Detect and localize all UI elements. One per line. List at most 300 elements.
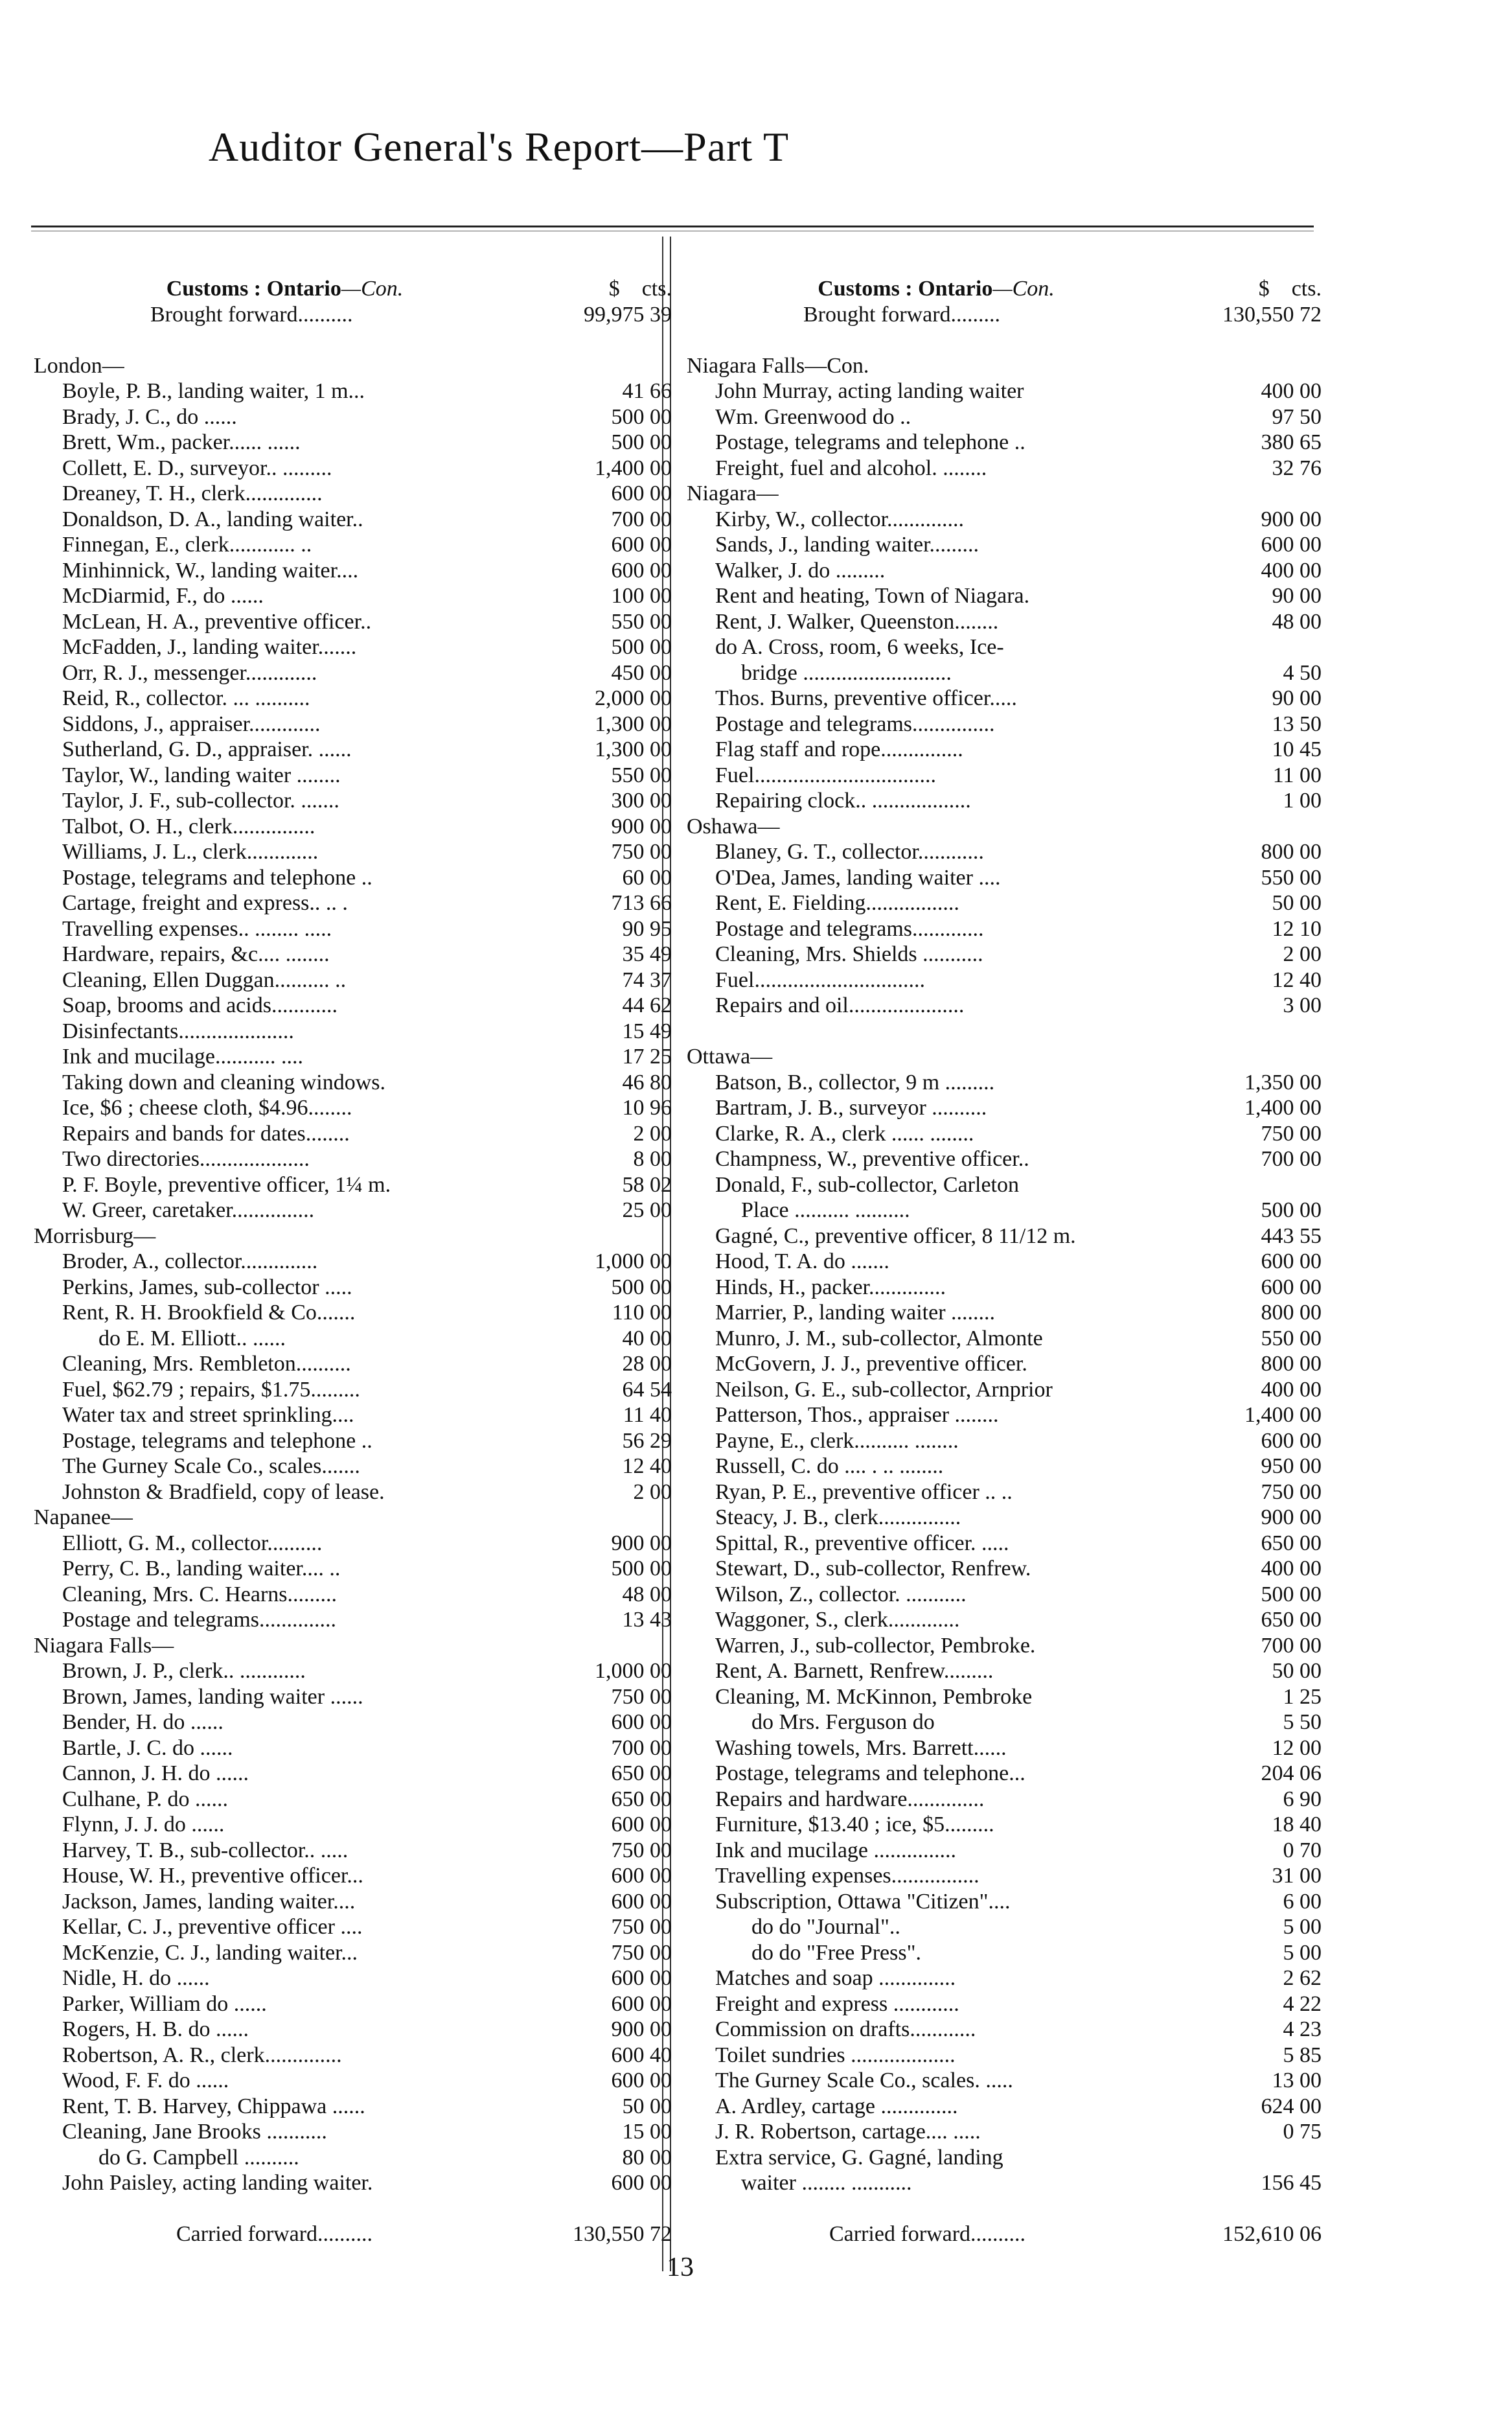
- ledger-row: [687, 1940, 1322, 1965]
- entry-description: Hood, T. A. do .......: [715, 1249, 889, 1273]
- entry-description: O'Dea, James, landing waiter ....: [715, 865, 1001, 890]
- entry-description: Rent, J. Walker, Queenston........: [715, 609, 999, 634]
- entry-amount: 600 00: [611, 558, 672, 583]
- entry-description: do E. M. Elliott.. ......: [98, 1326, 286, 1350]
- ledger-row: [34, 608, 672, 634]
- ledger-row: [687, 1914, 1322, 1940]
- entry-amount: 12 00: [1272, 1735, 1322, 1760]
- entry-amount: 130,550 72: [573, 2222, 672, 2246]
- ledger-row: [687, 1351, 1322, 1377]
- ledger-row: [687, 1786, 1322, 1812]
- carried-forward-row: [34, 2221, 672, 2247]
- entry-description: Siddons, J., appraiser.............: [62, 712, 321, 736]
- entry-amount: 700 00: [1261, 1147, 1322, 1171]
- entry-description: Fuel.................................: [715, 763, 936, 787]
- entry-description: Brady, J. C., do ......: [62, 404, 237, 429]
- entry-description: Donaldson, D. A., landing waiter..: [62, 507, 363, 531]
- entry-description: Postage, telegrams and telephone...: [715, 1761, 1025, 1785]
- entry-amount: 12 40: [622, 1454, 672, 1478]
- ledger-row: [34, 864, 672, 890]
- entry-amount: 750 00: [611, 1838, 672, 1862]
- entry-amount: 50 00: [1272, 891, 1322, 915]
- entry-description: Williams, J. L., clerk.............: [62, 840, 319, 864]
- entry-description: A. Ardley, cartage ..............: [715, 2094, 958, 2118]
- entry-description: Orr, R. J., messenger.............: [62, 660, 317, 685]
- ledger-row: [34, 967, 672, 993]
- entry-amount: 443 55: [1261, 1223, 1322, 1248]
- entry-description: Ryan, P. E., preventive officer .. ..: [715, 1479, 1013, 1504]
- entry-amount: 750 00: [1261, 1121, 1322, 1146]
- entry-amount: 400 00: [1261, 1377, 1322, 1402]
- entry-description: Postage, telegrams and telephone ..: [715, 430, 1025, 454]
- entry-amount: 600 00: [611, 1991, 672, 2016]
- entry-description: Cleaning, Mrs. C. Hearns.........: [62, 1582, 338, 1606]
- entry-amount: 25 00: [622, 1198, 672, 1222]
- ledger-row: [687, 839, 1322, 865]
- entry-amount: 204 06: [1261, 1761, 1322, 1785]
- ledger-row: [687, 1402, 1322, 1428]
- ledger-row: [687, 1325, 1322, 1351]
- entry-amount: 600 00: [1261, 1428, 1322, 1453]
- entry-description: Johnston & Bradfield, copy of lease.: [62, 1479, 385, 1504]
- column-header: [34, 256, 672, 301]
- entry-amount: 500 00: [611, 404, 672, 429]
- entry-description: Carried forward..........: [829, 2222, 1026, 2246]
- ledger-row: [687, 583, 1322, 609]
- entry-amount: 13 50: [1272, 712, 1322, 736]
- entry-amount: 550 00: [611, 609, 672, 634]
- entry-amount: 1,300 00: [595, 712, 672, 736]
- entry-description: Two directories....................: [62, 1147, 310, 1171]
- entry-amount: 5 85: [1283, 2043, 1322, 2067]
- entry-amount: 74 37: [622, 967, 672, 992]
- entry-description: Champness, W., preventive officer..: [715, 1147, 1029, 1171]
- entry-description: Dreaney, T. H., clerk..............: [62, 481, 323, 505]
- entry-description: Subscription, Ottawa "Citizen"....: [715, 1889, 1011, 1914]
- entry-amount: 80 00: [622, 2145, 672, 2170]
- ledger-row: [687, 378, 1322, 404]
- ledger-row: [687, 2170, 1322, 2196]
- entry-amount: 17 25: [622, 1045, 672, 1069]
- entry-description: P. F. Boyle, preventive officer, 1¼ m.: [62, 1172, 391, 1197]
- entry-amount: 550 00: [1261, 1326, 1322, 1350]
- entry-description: McGovern, J. J., preventive officer.: [715, 1352, 1027, 1376]
- column-heading: Customs : Ontario—Con.: [166, 277, 404, 301]
- entry-description: do G. Campbell ..........: [98, 2145, 299, 2170]
- entry-description: Matches and soap ..............: [715, 1966, 956, 1990]
- ledger-row: [34, 686, 672, 712]
- entry-description: Flynn, J. J. do ......: [62, 1813, 225, 1836]
- ledger-row: [687, 1249, 1322, 1275]
- ledger-row: [34, 2093, 672, 2119]
- entry-amount: 1,400 00: [595, 456, 672, 480]
- entry-description: Talbot, O. H., clerk...............: [62, 814, 315, 839]
- entry-amount: 12 40: [1272, 967, 1322, 992]
- entry-description: Bartram, J. B., surveyor ..........: [715, 1096, 987, 1120]
- entry-amount: 10 96: [622, 1096, 672, 1120]
- ledger-row: [687, 1223, 1322, 1249]
- entry-description: do A. Cross, room, 6 weeks, Ice-: [715, 635, 1004, 659]
- entry-description: Postage, telegrams and telephone ..: [62, 1428, 372, 1453]
- entry-description: Flag staff and rope...............: [715, 737, 963, 761]
- ledger-row: [34, 2017, 672, 2043]
- entry-amount: 500 00: [611, 1557, 672, 1581]
- entry-amount: 1,400 00: [1244, 1096, 1322, 1120]
- ledger-row: [34, 1888, 672, 1914]
- entry-description: Gagné, C., preventive officer, 8 11/12 m.: [715, 1223, 1076, 1248]
- left-column: [34, 256, 672, 2262]
- ledger-row: [687, 1376, 1322, 1402]
- ledger-row: [34, 737, 672, 763]
- entry-description: Wm. Greenwood do ..: [715, 404, 911, 429]
- entry-description: Wood, F. F. do ......: [62, 2068, 229, 2092]
- ledger-row: [687, 1991, 1322, 2017]
- entry-amount: 600 40: [611, 2043, 672, 2067]
- ledger-row: [687, 864, 1322, 890]
- entry-amount: 15 00: [622, 2120, 672, 2144]
- entry-amount: 6 90: [1283, 1787, 1322, 1811]
- ledger-row: [34, 1172, 672, 1198]
- entry-description: Morrisburg—: [34, 1223, 156, 1248]
- entry-amount: 35 49: [622, 942, 672, 966]
- entry-description: Spittal, R., preventive officer. .....: [715, 1531, 1009, 1555]
- entry-amount: 90 95: [622, 916, 672, 941]
- brought-forward-row: [687, 301, 1322, 327]
- entry-amount: 6 00: [1283, 1889, 1322, 1914]
- entry-description: Thos. Burns, preventive officer.....: [715, 686, 1017, 710]
- entry-amount: 8 00: [633, 1147, 672, 1171]
- entry-amount: 1,400 00: [1244, 1403, 1322, 1427]
- section-heading: [687, 813, 1322, 839]
- ledger-row: [34, 1940, 672, 1965]
- entry-amount: 97 50: [1272, 404, 1322, 429]
- entry-description: Ink and mucilage ...............: [715, 1838, 957, 1862]
- entry-description: Brett, Wm., packer...... ......: [62, 430, 301, 454]
- entry-description: Minhinnick, W., landing waiter....: [62, 558, 359, 583]
- entry-amount: 800 00: [1261, 1352, 1322, 1376]
- entry-amount: 750 00: [611, 1915, 672, 1939]
- ledger-row: [687, 1274, 1322, 1300]
- entry-description: Finnegan, E., clerk............ ..: [62, 533, 312, 557]
- entry-amount: 5 00: [1283, 1915, 1322, 1939]
- entry-amount: 713 66: [611, 891, 672, 915]
- page-title: Auditor General's Report—Part T: [208, 124, 790, 170]
- entry-description: Waggoner, S., clerk.............: [715, 1608, 960, 1632]
- entry-amount: 0 75: [1283, 2120, 1322, 2144]
- ledger-row: [34, 1914, 672, 1940]
- ledger-row: [687, 1069, 1322, 1095]
- entry-description: Boyle, P. B., landing waiter, 1 m...: [62, 379, 365, 403]
- ledger-row: [687, 404, 1322, 430]
- entry-description: waiter ........ ...........: [741, 2171, 912, 2195]
- entry-description: Rent, R. H. Brookfield & Co.......: [62, 1301, 356, 1325]
- entry-amount: 300 00: [611, 789, 672, 813]
- section-heading: [34, 353, 672, 378]
- ledger-row: [687, 1198, 1322, 1223]
- ledger-row: [687, 1812, 1322, 1838]
- entry-amount: 600 00: [611, 1710, 672, 1734]
- entry-description: Reid, R., collector. ... ..........: [62, 686, 310, 710]
- entry-description: Toilet sundries ...................: [715, 2043, 956, 2067]
- entry-description: Repairs and oil.....................: [715, 993, 965, 1017]
- ledger-row: [34, 634, 672, 660]
- entry-amount: 650 00: [611, 1761, 672, 1785]
- section-heading: [34, 1505, 672, 1531]
- entry-amount: 700 00: [611, 507, 672, 531]
- entry-amount: 1,300 00: [595, 737, 672, 761]
- ledger-row: [687, 2042, 1322, 2068]
- entry-description: Hinds, H., packer..............: [715, 1275, 946, 1299]
- entry-description: Steacy, J. B., clerk...............: [715, 1505, 961, 1529]
- entry-description: Sutherland, G. D., appraiser. ......: [62, 737, 352, 761]
- spacer: [687, 327, 1322, 353]
- entry-description: Soap, brooms and acids............: [62, 993, 338, 1017]
- entry-description: John Murray, acting landing waiter: [715, 379, 1024, 403]
- currency-heading: $ cts.: [608, 277, 672, 301]
- entry-description: Perry, C. B., landing waiter.... ..: [62, 1557, 341, 1581]
- entry-description: Clarke, R. A., clerk ...... ........: [715, 1121, 974, 1146]
- entry-amount: 900 00: [611, 814, 672, 839]
- entry-amount: 2 00: [1283, 942, 1322, 966]
- entry-amount: 4 22: [1283, 1991, 1322, 2016]
- entry-amount: 0 70: [1283, 1838, 1322, 1862]
- ledger-row: [687, 1632, 1322, 1658]
- ledger-row: [34, 1146, 672, 1172]
- entry-description: Warren, J., sub-collector, Pembroke.: [715, 1633, 1036, 1658]
- entry-description: Cartage, freight and express.. .. .: [62, 891, 348, 915]
- brought-forward-row: [34, 301, 672, 327]
- ledger-row: [687, 660, 1322, 686]
- entry-description: Walker, J. do .........: [715, 558, 886, 583]
- ledger-row: [34, 1761, 672, 1787]
- ledger-row: [687, 762, 1322, 788]
- ledger-row: [34, 1120, 672, 1146]
- entry-amount: 1 25: [1283, 1684, 1322, 1709]
- entry-description: Washing towels, Mrs. Barrett......: [715, 1735, 1007, 1760]
- ledger-row: [34, 1837, 672, 1863]
- ledger-row: [34, 506, 672, 532]
- entry-amount: 500 00: [611, 430, 672, 454]
- ledger-row: [687, 608, 1322, 634]
- column-heading: Customs : Ontario—Con.: [818, 277, 1055, 301]
- ledger-row: [687, 532, 1322, 558]
- entry-description: Niagara—: [687, 481, 779, 505]
- entry-description: Ink and mucilage........... ....: [62, 1045, 304, 1069]
- ledger-row: [687, 1761, 1322, 1787]
- entry-description: Neilson, G. E., sub-collector, Arnprior: [715, 1377, 1053, 1402]
- entry-description: Broder, A., collector..............: [62, 1249, 318, 1273]
- ledger-row: [34, 660, 672, 686]
- ledger-row: [687, 1709, 1322, 1735]
- entry-amount: 900 00: [1261, 507, 1322, 531]
- ledger-row: [34, 942, 672, 967]
- entry-description: Wilson, Z., collector. ...........: [715, 1582, 967, 1606]
- entry-amount: 2 62: [1283, 1966, 1322, 1990]
- entry-amount: 56 29: [622, 1428, 672, 1453]
- ledger-row: [34, 839, 672, 865]
- entry-amount: 380 65: [1261, 430, 1322, 454]
- ledger-row: [687, 1735, 1322, 1761]
- entry-amount: 900 00: [1261, 1505, 1322, 1529]
- ledger-row: [687, 711, 1322, 737]
- ledger-row: [34, 1658, 672, 1684]
- section-heading: [687, 353, 1322, 378]
- entry-description: do do "Journal"..: [751, 1915, 900, 1939]
- entry-description: Postage, telegrams and telephone ..: [62, 865, 372, 890]
- entry-amount: 500 00: [611, 1275, 672, 1299]
- entry-description: Batson, B., collector, 9 m .........: [715, 1070, 995, 1095]
- entry-description: Travelling expenses................: [715, 1864, 979, 1888]
- ledger-row: [34, 1351, 672, 1377]
- entry-description: Cleaning, M. McKinnon, Pembroke: [715, 1684, 1033, 1709]
- entry-amount: 550 00: [1261, 865, 1322, 890]
- ledger-row: [34, 557, 672, 583]
- entry-description: bridge ...........................: [741, 660, 952, 685]
- entry-description: Sands, J., landing waiter.........: [715, 533, 979, 557]
- ledger-row: [687, 916, 1322, 942]
- ledger-row: [34, 1581, 672, 1607]
- entry-description: Rent, T. B. Harvey, Chippawa ......: [62, 2094, 365, 2118]
- entry-description: Bartle, J. C. do ......: [62, 1735, 233, 1760]
- entry-description: Blaney, G. T., collector............: [715, 840, 984, 864]
- entry-amount: 750 00: [611, 840, 672, 864]
- ledger-row: [34, 1402, 672, 1428]
- entry-description: Stewart, D., sub-collector, Renfrew.: [715, 1557, 1031, 1581]
- entry-description: Nidle, H. do ......: [62, 1966, 210, 1990]
- section-heading: [687, 481, 1322, 507]
- entry-amount: 650 00: [1261, 1608, 1322, 1632]
- ledger-rows: [34, 301, 672, 2247]
- ledger-row: [34, 813, 672, 839]
- ledger-row: [687, 2144, 1322, 2170]
- ledger-row: [34, 2068, 672, 2094]
- entry-amount: 600 00: [1261, 533, 1322, 557]
- ledger-row: [34, 378, 672, 404]
- entry-amount: 2 00: [633, 1479, 672, 1504]
- column-header: [687, 256, 1322, 301]
- ledger-row: [34, 1709, 672, 1735]
- entry-amount: 11 00: [1272, 763, 1322, 787]
- entry-amount: 600 00: [611, 2068, 672, 2092]
- entry-description: Russell, C. do .... . .. ........: [715, 1454, 944, 1478]
- ledger-row: [687, 686, 1322, 712]
- entry-amount: 156 45: [1261, 2171, 1322, 2195]
- entry-description: Postage and telegrams..............: [62, 1608, 337, 1632]
- ledger-row: [34, 1300, 672, 1326]
- entry-amount: 90 00: [1272, 584, 1322, 608]
- right-column: [687, 256, 1322, 2262]
- ledger-row: [687, 1146, 1322, 1172]
- ledger-row: [34, 762, 672, 788]
- ledger-row: [34, 1965, 672, 1991]
- spacer: [687, 1018, 1322, 1044]
- entry-description: Brown, James, landing waiter ......: [62, 1684, 363, 1709]
- ledger-row: [687, 1454, 1322, 1479]
- ledger-row: [34, 916, 672, 942]
- entry-description: Commission on drafts............: [715, 2017, 976, 2041]
- spacer: [34, 327, 672, 353]
- entry-description: Kirby, W., collector..............: [715, 507, 965, 531]
- entry-amount: 152,610 06: [1222, 2222, 1322, 2246]
- ledger-row: [687, 967, 1322, 993]
- ledger-row: [687, 788, 1322, 814]
- ledger-row: [34, 1991, 672, 2017]
- page-number: 13: [667, 2253, 694, 2282]
- entry-amount: 750 00: [611, 1940, 672, 1965]
- entry-amount: 48 00: [1272, 609, 1322, 634]
- ledger-row: [687, 2119, 1322, 2145]
- entry-amount: 800 00: [1261, 840, 1322, 864]
- entry-description: Patterson, Thos., appraiser ........: [715, 1403, 999, 1427]
- entry-amount: 900 00: [611, 2017, 672, 2041]
- entry-description: Ottawa—: [687, 1045, 773, 1069]
- ledger-row: [687, 634, 1322, 660]
- entry-description: Repairs and hardware..............: [715, 1787, 985, 1811]
- currency-heading: $ cts.: [1258, 277, 1322, 301]
- entry-amount: 650 00: [1261, 1531, 1322, 1555]
- ledger-row: [687, 737, 1322, 763]
- entry-description: Carried forward..........: [176, 2222, 373, 2246]
- entry-description: Cleaning, Jane Brooks ...........: [62, 2120, 327, 2144]
- ledger-row: [687, 2093, 1322, 2119]
- entry-description: Cleaning, Mrs. Shields ...........: [715, 942, 983, 966]
- section-heading: [34, 1632, 672, 1658]
- spacer: [687, 2195, 1322, 2221]
- entry-description: Payne, E., clerk.......... ........: [715, 1428, 959, 1453]
- entry-amount: 1,350 00: [1244, 1070, 1322, 1095]
- entry-description: House, W. H., preventive officer...: [62, 1864, 363, 1888]
- ledger-row: [34, 583, 672, 609]
- entry-description: Fuel, $62.79 ; repairs, $1.75.........: [62, 1377, 360, 1402]
- entry-amount: 2 00: [633, 1121, 672, 1146]
- entry-amount: 64 54: [622, 1377, 672, 1402]
- ledger-row: [34, 1786, 672, 1812]
- entry-amount: 28 00: [622, 1352, 672, 1376]
- ledger-row: [34, 1684, 672, 1709]
- ledger-row: [687, 1556, 1322, 1582]
- carried-forward-row: [687, 2221, 1322, 2247]
- ledger-row: [687, 557, 1322, 583]
- entry-amount: 46 80: [622, 1070, 672, 1095]
- ledger-row: [687, 1658, 1322, 1684]
- section-heading: [34, 1223, 672, 1249]
- entry-description: Elliott, G. M., collector..........: [62, 1531, 323, 1555]
- entry-description: Brought forward..........: [150, 302, 353, 327]
- entry-amount: 13 00: [1272, 2068, 1322, 2092]
- entry-amount: 550 00: [611, 763, 672, 787]
- ledger-row: [687, 1863, 1322, 1889]
- ledger-row: [34, 1274, 672, 1300]
- entry-amount: 600 00: [611, 1813, 672, 1836]
- entry-description: Ice, $6 ; cheese cloth, $4.96........: [62, 1096, 352, 1120]
- ledger-row: [34, 1044, 672, 1070]
- ledger-row: [34, 1607, 672, 1633]
- entry-amount: 5 00: [1283, 1940, 1322, 1965]
- entry-description: Furniture, $13.40 ; ice, $5.........: [715, 1813, 994, 1836]
- ledger-row: [34, 1735, 672, 1761]
- entry-description: McLean, H. A., preventive officer..: [62, 609, 372, 634]
- entry-amount: 4 50: [1283, 660, 1322, 685]
- entry-amount: 110 00: [612, 1301, 672, 1325]
- entry-description: Cannon, J. H. do ......: [62, 1761, 249, 1785]
- entry-description: Postage and telegrams.............: [715, 916, 984, 941]
- ledger-row: [687, 1505, 1322, 1531]
- entry-description: Extra service, G. Gagné, landing: [715, 2145, 1003, 2170]
- entry-amount: 18 40: [1272, 1813, 1322, 1836]
- ledger-row: [34, 1325, 672, 1351]
- ledger-row: [34, 1812, 672, 1838]
- ledger-row: [687, 1428, 1322, 1454]
